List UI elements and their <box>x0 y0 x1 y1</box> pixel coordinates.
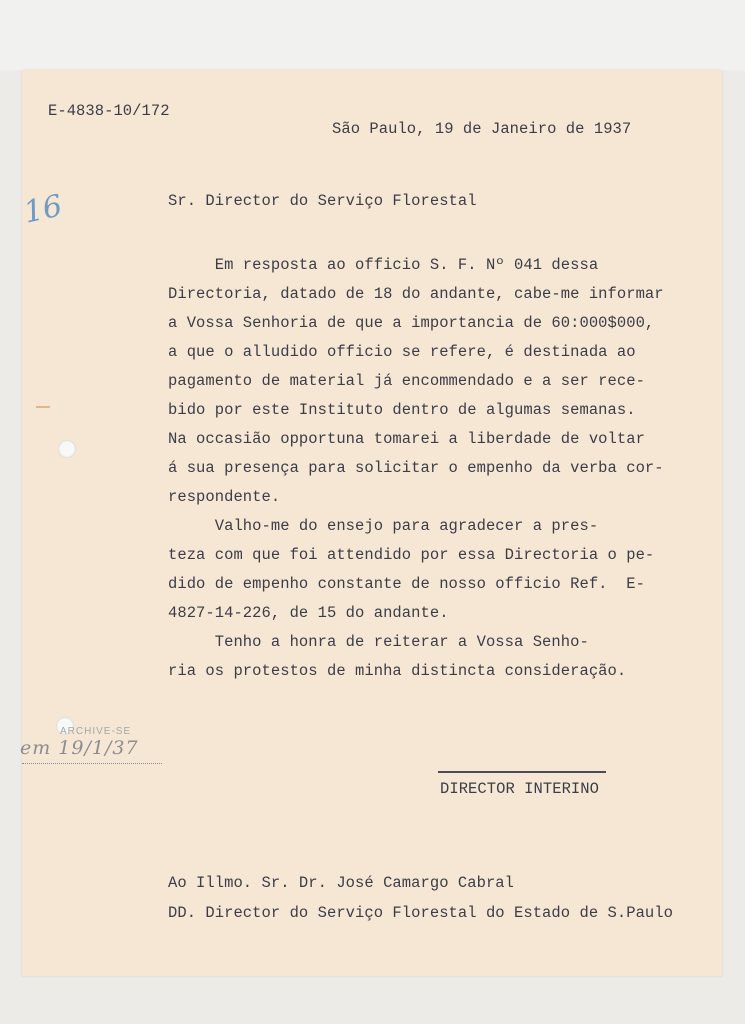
body-line: dido de empenho constante de nosso officio Ref. E- <box>168 575 645 593</box>
body-line: 4827-14-226, de 15 do andante. <box>168 604 449 622</box>
paper-mark <box>36 406 50 408</box>
body-line: á sua presença para solicitar o empenho da verba cor- <box>168 459 664 477</box>
body-line: ria os protestos de minha distincta consideração. <box>168 662 627 680</box>
body-line: Em resposta ao officio S. F. Nº 041 dessa <box>168 256 599 274</box>
body-line: Na occasião opportuna tomarei a liberdade de voltar <box>168 430 645 448</box>
body-line: bido por este Instituto dentro de algumas semanas. <box>168 401 636 419</box>
body-line: Valho-me do ensejo para agradecer a pres- <box>168 517 599 535</box>
archive-initials: em 19/1/37 <box>20 737 139 759</box>
body-line: Tenho a honra de reiterar a Vossa Senho- <box>168 633 589 651</box>
body-line: a Vossa Senhoria de que a importancia de 60:000$000, <box>168 314 655 332</box>
signature-line <box>438 771 606 773</box>
body-line: a que o alludido officio se refere, é destinada ao <box>168 343 636 361</box>
place-date: São Paulo, 19 de Janeiro de 1937 <box>332 120 632 138</box>
archive-stamp: ARCHIVE-SE <box>60 726 132 737</box>
salutation: Sr. Director do Serviço Florestal <box>168 192 477 210</box>
handwritten-page-number: 16 <box>20 188 66 231</box>
punch-hole <box>58 440 76 458</box>
scan-background <box>0 0 745 70</box>
reference-number: E-4838-10/172 <box>48 102 170 120</box>
signature-title: DIRECTOR INTERINO <box>440 780 599 798</box>
body-line: Directoria, datado de 18 do andante, cabe-me informar <box>168 285 664 303</box>
body-line: pagamento de material já encommendado e a ser rece- <box>168 372 645 390</box>
body-line: teza com que foi attendido por essa Directoria o pe- <box>168 546 655 564</box>
body-line: respondente. <box>168 488 281 506</box>
addressee-line: DD. Director do Serviço Florestal do Estado de S.Paulo <box>168 904 673 922</box>
addressee-line: Ao Illmo. Sr. Dr. José Camargo Cabral <box>168 874 515 892</box>
dotted-line <box>22 763 162 764</box>
